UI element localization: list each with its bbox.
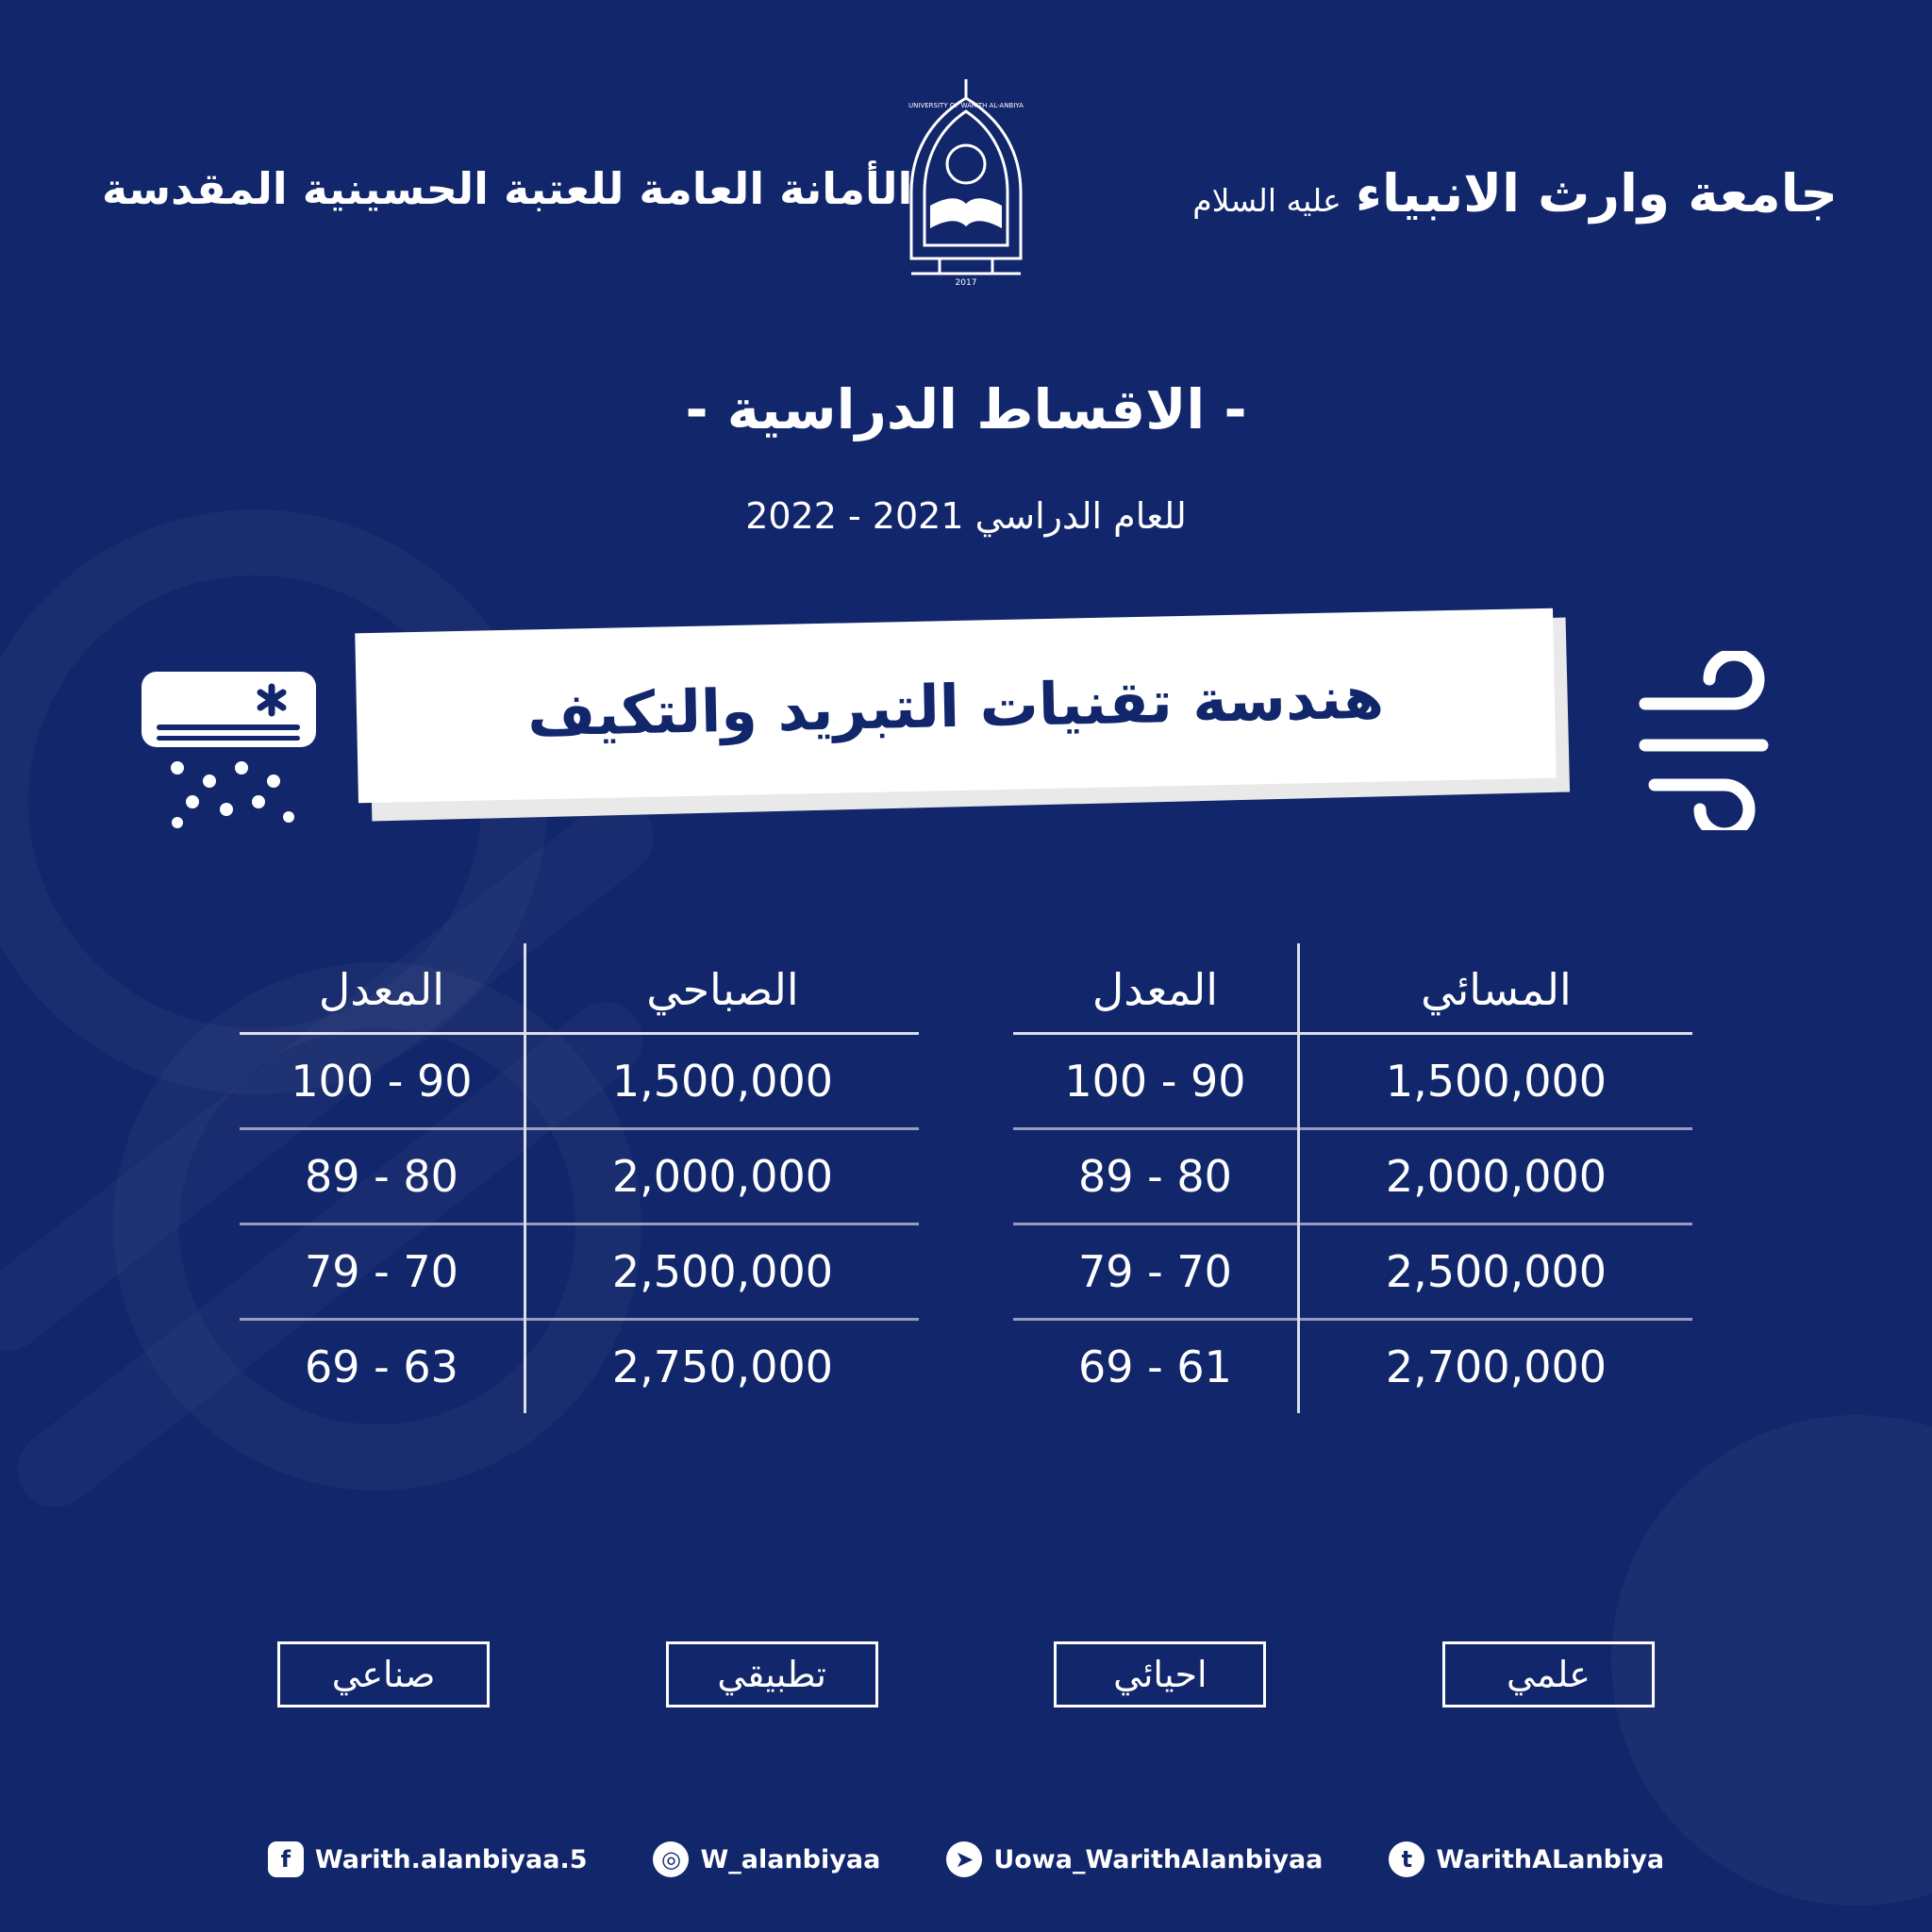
table-row — [1013, 1320, 1692, 1414]
table-row — [1013, 1224, 1692, 1320]
header-fee-evening: المسائي — [1298, 943, 1692, 1034]
fees-table-evening — [1013, 943, 1692, 1413]
branch-chip-industrial: صناعي — [277, 1641, 490, 1707]
cell-average: 63 - 69 — [304, 1341, 458, 1392]
social-handle-instagram: W_alanbiyaa — [700, 1844, 881, 1874]
fees-table-morning — [240, 943, 919, 1413]
cell-fee: 2,500,000 — [525, 1224, 919, 1320]
table-row — [1013, 1129, 1692, 1224]
air-conditioner-icon — [132, 651, 330, 840]
telegram-icon: ➤ — [946, 1841, 982, 1877]
header-average-evening: المعدل — [1091, 964, 1219, 1015]
cell-average: 90 - 100 — [1064, 1056, 1246, 1107]
header-fee-morning: الصباحي — [525, 943, 919, 1034]
table-row — [240, 1034, 919, 1129]
wind-icon — [1621, 651, 1809, 830]
atabah-name: الأمانة العامة للعتبة الحسينية المقدسة — [102, 163, 913, 214]
university-name — [1192, 163, 1838, 224]
department-name: هندسة تقنيات التبريد والتكيف — [526, 662, 1385, 749]
social-handle-telegram: Uowa_WarithAlanbiyaa — [993, 1844, 1324, 1874]
branch-chip-scientific: علمي — [1442, 1641, 1655, 1707]
facebook-icon: f — [268, 1841, 304, 1877]
university-name-suffix: عليه السلام — [1192, 182, 1341, 219]
academic-year-subtitle: للعام الدراسي 2021 - 2022 — [745, 495, 1187, 537]
table-row — [1013, 1034, 1692, 1129]
cell-fee: 2,750,000 — [525, 1320, 919, 1414]
table-header-row — [1013, 943, 1692, 1034]
cell-fee: 1,500,000 — [525, 1034, 919, 1129]
instagram-icon: ◎ — [653, 1841, 689, 1877]
branch-chip-biology: احيائي — [1054, 1641, 1266, 1707]
university-name-main: جامعة وارث الانبياء — [1355, 163, 1838, 224]
cell-fee: 2,000,000 — [525, 1129, 919, 1224]
table-row — [240, 1224, 919, 1320]
social-handle-twitter: WarithALanbiya — [1436, 1844, 1665, 1874]
cell-fee: 2,500,000 — [1298, 1224, 1692, 1320]
cell-average: 80 - 89 — [1077, 1151, 1232, 1202]
cell-average: 80 - 89 — [304, 1151, 458, 1202]
cell-fee: 1,500,000 — [1298, 1034, 1692, 1129]
poster-header — [0, 74, 1932, 291]
cell-fee: 2,700,000 — [1298, 1320, 1692, 1414]
banner-card — [355, 608, 1556, 804]
page-title: - الاقساط الدراسية - — [685, 377, 1247, 441]
social-instagram[interactable] — [653, 1841, 880, 1877]
branch-chips — [277, 1641, 1655, 1707]
social-footer — [258, 1841, 1674, 1877]
table-header-row — [240, 943, 919, 1034]
table-row — [240, 1320, 919, 1414]
branch-chip-applied: تطبيقي — [666, 1641, 878, 1707]
cell-average: 61 - 69 — [1077, 1341, 1232, 1392]
department-banner — [343, 604, 1589, 840]
crest-year: 2017 — [955, 278, 977, 288]
crest-label-text: UNIVERSITY OF WARITH AL-ANBIYA — [908, 102, 1024, 109]
cell-fee: 2,000,000 — [1298, 1129, 1692, 1224]
background-circle-decoration — [1611, 1415, 1932, 1906]
header-average-morning: المعدل — [318, 964, 445, 1015]
social-facebook[interactable] — [268, 1841, 588, 1877]
twitter-icon: t — [1389, 1841, 1424, 1877]
table-row — [240, 1129, 919, 1224]
social-twitter[interactable] — [1389, 1841, 1664, 1877]
fees-tables — [240, 943, 1692, 1413]
social-handle-facebook: Warith.alanbiyaa.5 — [314, 1844, 588, 1874]
cell-average: 70 - 79 — [304, 1246, 458, 1297]
cell-average: 90 - 100 — [291, 1056, 473, 1107]
cell-average: 70 - 79 — [1077, 1246, 1232, 1297]
social-telegram[interactable] — [946, 1841, 1323, 1877]
